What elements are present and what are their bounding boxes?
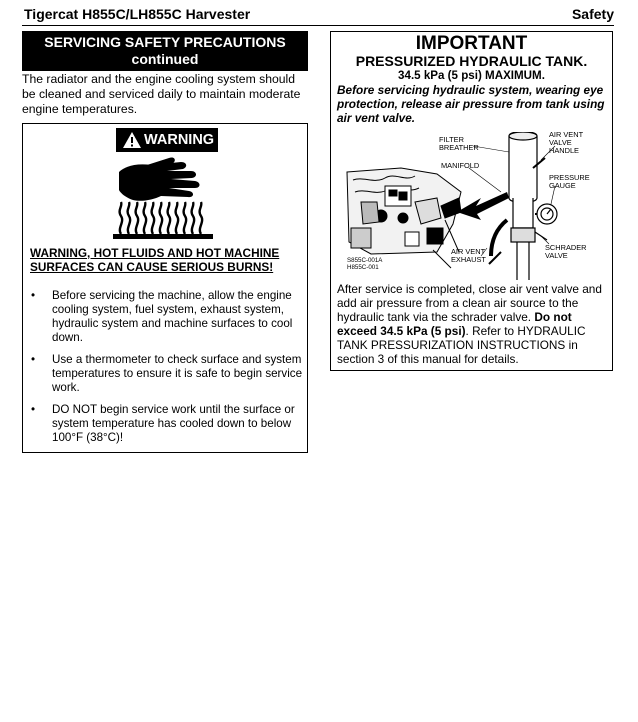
warning-item: • DO NOT begin service work until the surface or system temperature has cooled down to below 100°F (38°C)! xyxy=(31,403,303,445)
section-name: Safety xyxy=(571,6,614,22)
body-text: After service is completed, close air vent valve and add air pressure from a clean air source to the hydraulic tank via the schrader valve. xyxy=(337,282,602,324)
warning-badge xyxy=(116,128,218,152)
machine-illustration xyxy=(347,168,461,268)
label-air-vent-valve-handle: VALVE xyxy=(549,138,572,147)
body-text: . Refer to HYDRAULIC TANK PRESSURIZATION INSTRUCTIONS in section 3 of this manual for details. xyxy=(337,324,586,366)
part-code: S855C-001A xyxy=(347,257,383,264)
hot-surface-hand-icon xyxy=(111,156,221,240)
important-title: IMPORTANT xyxy=(415,33,528,54)
warning-box xyxy=(22,123,308,453)
section-title-banner xyxy=(22,31,308,71)
label-air-vent-valve-handle: AIR VENT xyxy=(549,132,584,139)
warning-heading: WARNING, HOT FLUIDS AND HOT MACHINE SURFACES CAN CAUSE SERIOUS BURNS! xyxy=(30,246,280,274)
warning-item: • Before servicing the machine, allow the engine cooling system, fuel system, exhaust system, hydraulic system and machine surfaces to cool down. xyxy=(31,289,303,345)
hydraulic-tank-diagram xyxy=(341,132,603,282)
label-pressure-gauge: GAUGE xyxy=(549,181,576,190)
label-schrader-valve: SCHRADER xyxy=(545,243,587,252)
important-box xyxy=(330,31,613,371)
warning-list xyxy=(31,289,303,453)
label-air-vent-exhaust: EXHAUST xyxy=(451,255,486,264)
important-spec: 34.5 kPa (5 psi) MAXIMUM. xyxy=(398,69,545,82)
label-filter-breather: BREATHER xyxy=(439,143,479,152)
pointer-arrow xyxy=(457,192,509,220)
label-air-vent-exhaust: AIR VENT xyxy=(451,247,486,256)
intro-paragraph: The radiator and the engine cooling system should be cleaned and serviced daily to maintain moderate engine temperatures. xyxy=(22,72,301,116)
section-title: SERVICING SAFETY PRECAUTIONS xyxy=(44,34,286,50)
section-title-continued: continued xyxy=(131,51,199,67)
label-air-vent-valve-handle: HANDLE xyxy=(549,146,579,155)
warning-triangle-icon xyxy=(122,131,142,149)
warning-item: • Use a thermometer to check surface and system temperatures to ensure it is safe to begin service work. xyxy=(31,353,303,395)
body-bold-warning: Do not exceed 34.5 kPa (5 psi) xyxy=(337,310,572,338)
part-code: H855C-001 xyxy=(347,264,379,271)
important-caution: Before servicing hydraulic system, wearing eye protection, release air pressure from tank using air vent valve. xyxy=(337,83,605,125)
important-body xyxy=(337,282,609,366)
label-manifold: MANIFOLD xyxy=(441,161,480,170)
header-divider xyxy=(22,25,614,26)
warning-badge-label: WARNING xyxy=(144,132,215,148)
important-subtitle: PRESSURIZED HYDRAULIC TANK. xyxy=(355,53,588,69)
label-schrader-valve: VALVE xyxy=(545,251,568,260)
document-title: Tigercat H855C/LH855C Harvester xyxy=(24,6,251,22)
label-pressure-gauge: PRESSURE xyxy=(549,173,590,182)
label-filter-breather: FILTER xyxy=(439,135,464,144)
